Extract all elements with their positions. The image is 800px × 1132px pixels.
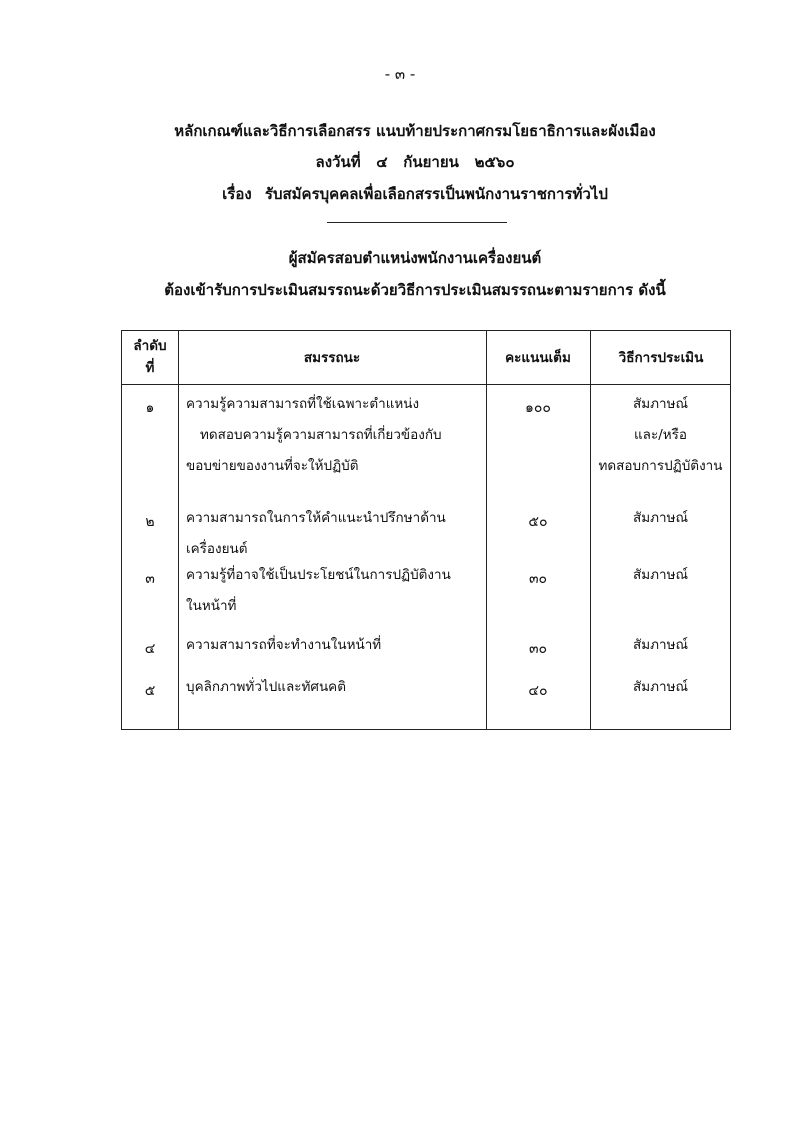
- competency-line: ทดสอบความรู้ความสามารถที่เกี่ยวข้องกับ: [200, 427, 442, 443]
- competency-line: ในหน้าที่: [186, 598, 237, 614]
- method-line: สัมภาษณ์: [632, 510, 689, 526]
- divider: [327, 222, 507, 223]
- date-day: ๔: [376, 153, 388, 171]
- row-3-method: [590, 560, 731, 591]
- method-line: และ/หรือ: [633, 427, 688, 443]
- assessment-instruction: ต้องเข้ารับการประเมินสมรรถนะด้วยวิธีการประเมินสมรรถนะตามรายการ ดังนี้: [164, 281, 666, 299]
- header-order-line2: ที่: [145, 360, 155, 376]
- row-1-method: [590, 389, 731, 482]
- competency-line: ความสามารถที่จะทำงานในหน้าที่: [186, 637, 382, 653]
- column-divider: [178, 331, 179, 729]
- date-prefix: ลงวันที่: [315, 153, 361, 171]
- header-order: [122, 335, 178, 379]
- row-4-order: ๔: [144, 641, 156, 657]
- competency-line: ความรู้ความสามารถที่ใช้เฉพาะตำแหน่ง: [186, 396, 420, 412]
- method-line: สัมภาษณ์: [632, 679, 689, 695]
- method-line: สัมภาษณ์: [632, 637, 689, 653]
- competency-line: บุคลิกภาพทั่วไปและทัศนคติ: [186, 679, 346, 695]
- header-order-line1: ลำดับ: [133, 338, 167, 354]
- row-4-method: [590, 630, 731, 661]
- row-1-score: ๑๐๐: [525, 400, 551, 416]
- row-2-method: [590, 503, 731, 534]
- announcement-title: หลักเกณฑ์และวิธีการเลือกสรร แนบท้ายประกาศกรมโยธาธิการและผังเมือง: [174, 122, 656, 140]
- subject-label: เรื่อง: [222, 185, 252, 203]
- row-5-competency: [186, 672, 506, 703]
- method-line: สัมภาษณ์: [632, 567, 689, 583]
- row-4-score: ๓๐: [528, 641, 548, 657]
- method-line: ทดสอบการปฏิบัติงาน: [598, 458, 723, 474]
- header-divider: [122, 384, 730, 385]
- row-3-order: ๓: [145, 571, 155, 587]
- row-2-competency: [186, 503, 506, 565]
- announcement-subject: [0, 182, 800, 206]
- row-1-competency: [186, 389, 506, 482]
- date-year: ๒๕๖๐: [474, 153, 515, 171]
- date-month: กันยายน: [403, 153, 459, 171]
- competency-line: ขอบข่ายของงานที่จะให้ปฏิบัติ: [186, 458, 359, 474]
- row-5-order: ๕: [144, 683, 156, 699]
- subject-text: รับสมัครบุคคลเพื่อเลือกสรรเป็นพนักงานราชการทั่วไป: [264, 185, 608, 203]
- position-title: ผู้สมัครสอบตำแหน่งพนักงานเครื่องยนต์: [288, 249, 542, 267]
- page-number: - ๓ -: [384, 65, 416, 83]
- row-2-order: ๒: [145, 514, 155, 530]
- announcement-date: [0, 150, 800, 174]
- competency-line: ความรู้ที่อาจใช้เป็นประโยชน์ในการปฏิบัติงาน: [186, 567, 451, 583]
- row-5-method: [590, 672, 731, 703]
- header-method: วิธีการประเมิน: [618, 350, 704, 366]
- row-3-competency: [186, 560, 506, 622]
- row-4-competency: [186, 630, 506, 661]
- competency-line: ความสามารถในการให้คำแนะนำปรึกษาด้านเครื่องยนต์: [186, 510, 446, 557]
- competency-table: [121, 330, 731, 730]
- header-score: คะแนนเต็ม: [505, 350, 571, 366]
- row-5-score: ๔๐: [528, 683, 548, 699]
- row-2-score: ๕๐: [528, 514, 548, 530]
- header-competency: สมรรถนะ: [303, 350, 361, 366]
- row-1-order: ๑: [145, 400, 155, 416]
- method-line: สัมภาษณ์: [632, 396, 689, 412]
- row-3-score: ๓๐: [528, 571, 548, 587]
